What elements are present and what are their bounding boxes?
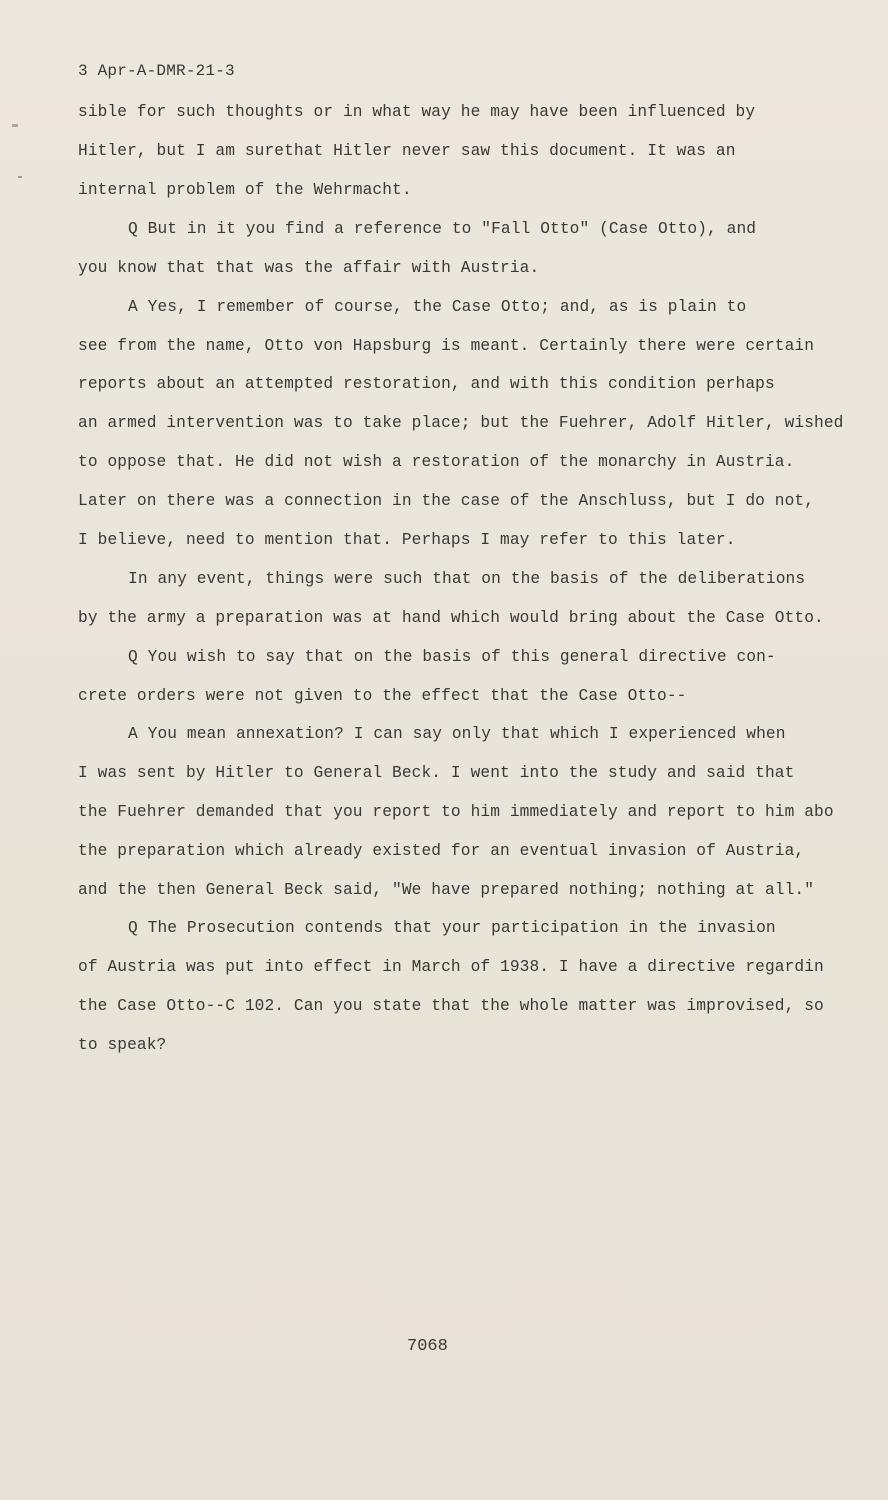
text-line: sible for such thoughts or in what way he may have been influenced by <box>78 103 756 121</box>
text-line: Later on there was a connection in the case of the Anschluss, but I do not, <box>78 492 815 510</box>
text-line: of Austria was put into effect in March of 1938. I have a directive regardin <box>78 958 824 976</box>
text-line: I was sent by Hitler to General Beck. I went into the study and said that <box>78 764 795 782</box>
text-line: Q But in it you find a reference to "Fall Otto" (Case Otto), and <box>128 220 757 238</box>
text-line: an armed intervention was to take place; but the Fuehrer, Adolf Hitler, wished <box>78 414 844 432</box>
text-line: the preparation which already existed for an eventual invasion of Austria, <box>78 842 805 860</box>
page-number: 7068 <box>407 1337 448 1356</box>
document-reference: 3 Apr-A-DMR-21-3 <box>78 62 235 80</box>
margin-mark <box>12 124 18 127</box>
text-line: internal problem of the Wehrmacht. <box>78 181 412 199</box>
text-line: A Yes, I remember of course, the Case Otto; and, as is plain to <box>128 298 747 316</box>
text-line: Q You wish to say that on the basis of this general directive con- <box>128 648 776 666</box>
text-line: In any event, things were such that on the basis of the deliberations <box>128 570 806 588</box>
text-line: to speak? <box>78 1036 167 1054</box>
text-line: reports about an attempted restoration, and with this condition perhaps <box>78 375 775 393</box>
text-line: Hitler, but I am surethat Hitler never saw this document. It was an <box>78 142 736 160</box>
text-line: the Case Otto--C 102. Can you state that the whole matter was improvised, so <box>78 997 824 1015</box>
text-line: the Fuehrer demanded that you report to him immediately and report to him abo <box>78 803 834 821</box>
text-line: A You mean annexation? I can say only that which I experienced when <box>128 725 786 743</box>
text-line: by the army a preparation was at hand which would bring about the Case Otto. <box>78 609 824 627</box>
text-line: you know that that was the affair with Austria. <box>78 259 540 277</box>
text-line: crete orders were not given to the effect that the Case Otto-- <box>78 687 687 705</box>
text-line: and the then General Beck said, "We have prepared nothing; nothing at all." <box>78 881 815 899</box>
margin-mark <box>18 176 22 178</box>
text-line: I believe, need to mention that. Perhaps I may refer to this later. <box>78 531 736 549</box>
text-line: Q The Prosecution contends that your participation in the invasion <box>128 919 776 937</box>
text-line: see from the name, Otto von Hapsburg is meant. Certainly there were certain <box>78 337 815 355</box>
text-line: to oppose that. He did not wish a restoration of the monarchy in Austria. <box>78 453 795 471</box>
